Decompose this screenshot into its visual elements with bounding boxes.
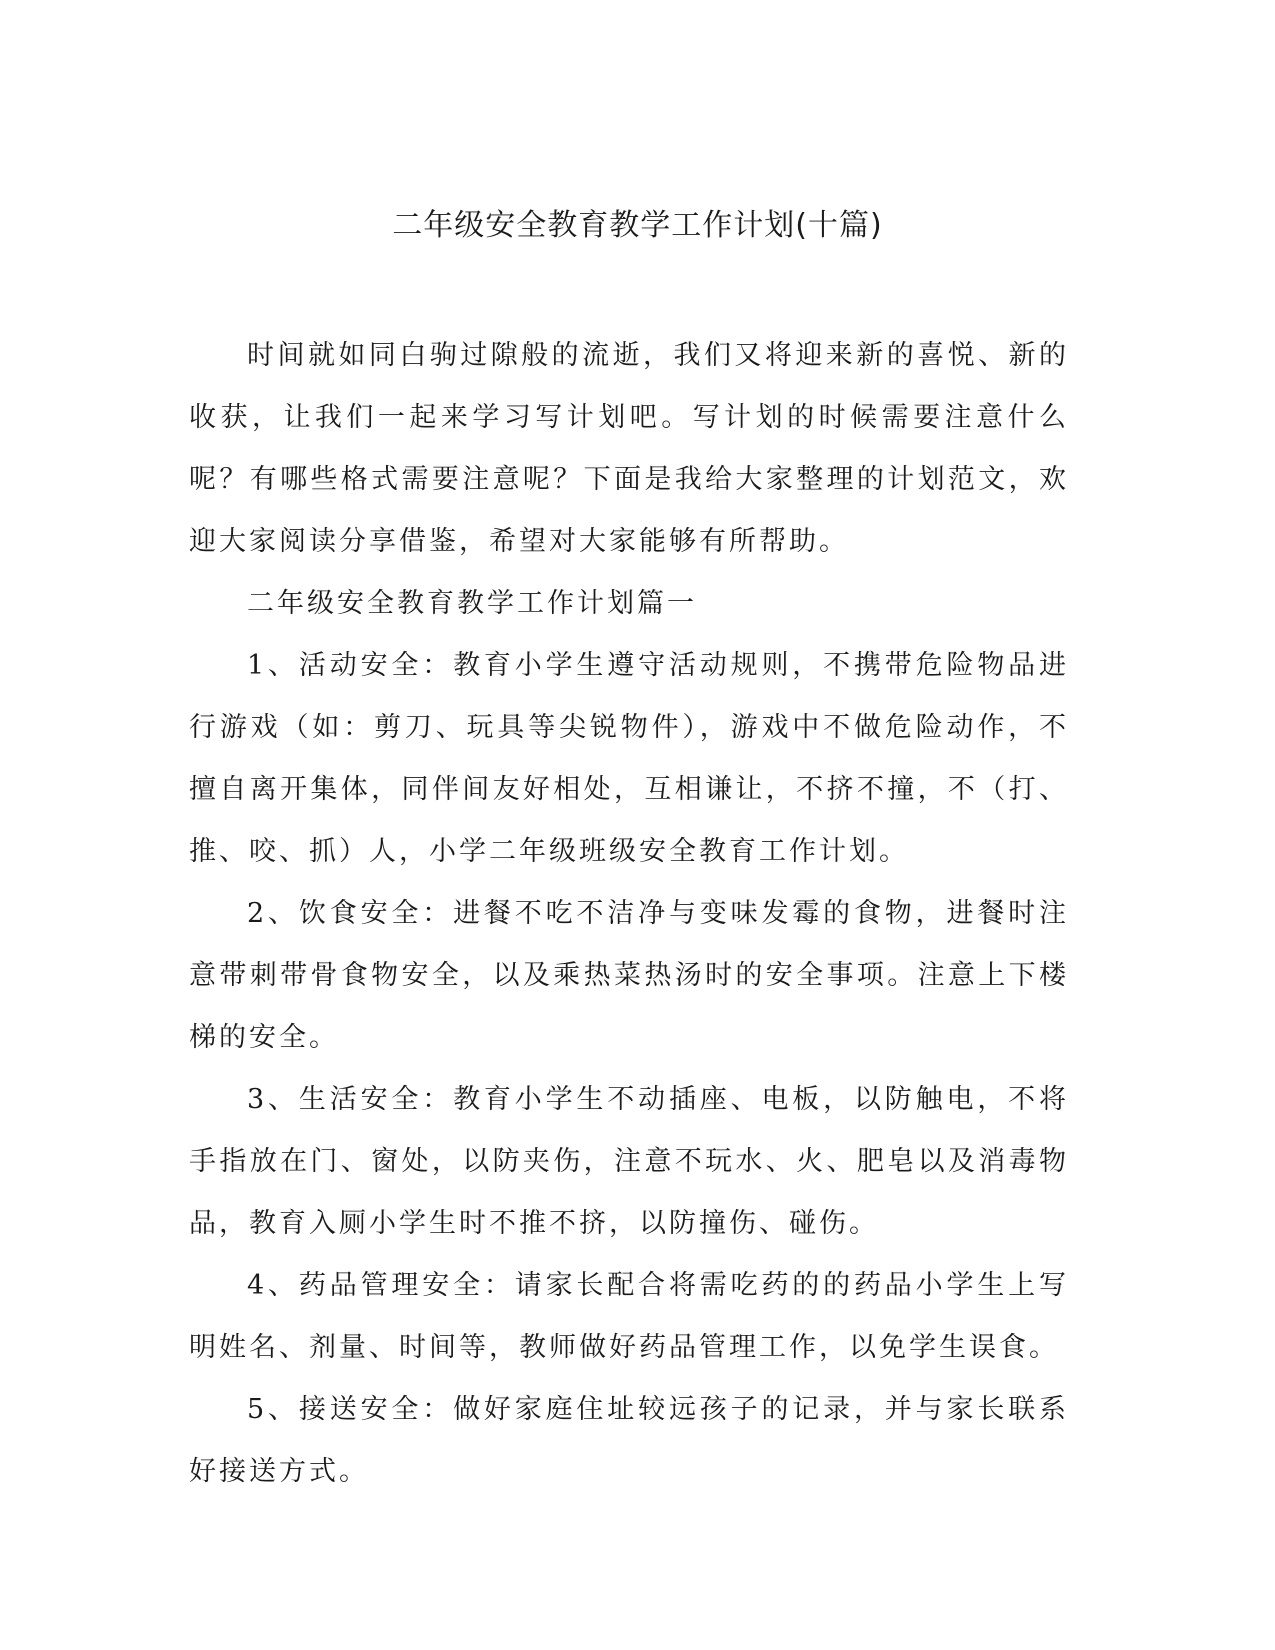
section-heading: 二年级安全教育教学工作计划篇一 — [247, 588, 698, 619]
item-paragraph: 3、生活安全：教育小学生不动插座、电板，以防触电，不将手指放在门、窗处，以防夹伤，注意不玩水、火、肥皂以及消毒物品，教育入厕小学生时不推不挤，以防撞伤、碰伤。 — [189, 1084, 1069, 1239]
item-paragraph: 4、药品管理安全：请家长配合将需吃药的的药品小学生上写明姓名、剂量、时间等，教师做好药品管理工作，以免学生误食。 — [189, 1270, 1069, 1363]
item-paragraph: 2、饮食安全：进餐不吃不洁净与变味发霉的食物，进餐时注意带刺带骨食物安全，以及乘热菜热汤时的安全事项。注意上下楼梯的安全。 — [189, 898, 1069, 1053]
document-title: 二年级安全教育教学工作计划(十篇) — [392, 208, 883, 243]
intro-paragraph: 时间就如同白驹过隙般的流逝，我们又将迎来新的喜悦、新的收获，让我们一起来学习写计划吧。写计划的时候需要注意什么呢？有哪些格式需要注意呢？下面是我给大家整理的计划范文，欢迎大家阅读分享借鉴，希望对大家能够有所帮助。 — [189, 340, 1069, 557]
document-body — [189, 325, 1069, 1503]
item-paragraph: 5、接送安全：做好家庭住址较远孩子的记录，并与家长联系好接送方式。 — [189, 1394, 1069, 1487]
item-paragraph: 1、活动安全：教育小学生遵守活动规则，不携带危险物品进行游戏（如：剪刀、玩具等尖锐物件），游戏中不做危险动作，不擅自离开集体，同伴间友好相处，互相谦让，不挤不撞，不（打、推、咬、抓）人，小学二年级班级安全教育工作计划。 — [189, 650, 1069, 867]
